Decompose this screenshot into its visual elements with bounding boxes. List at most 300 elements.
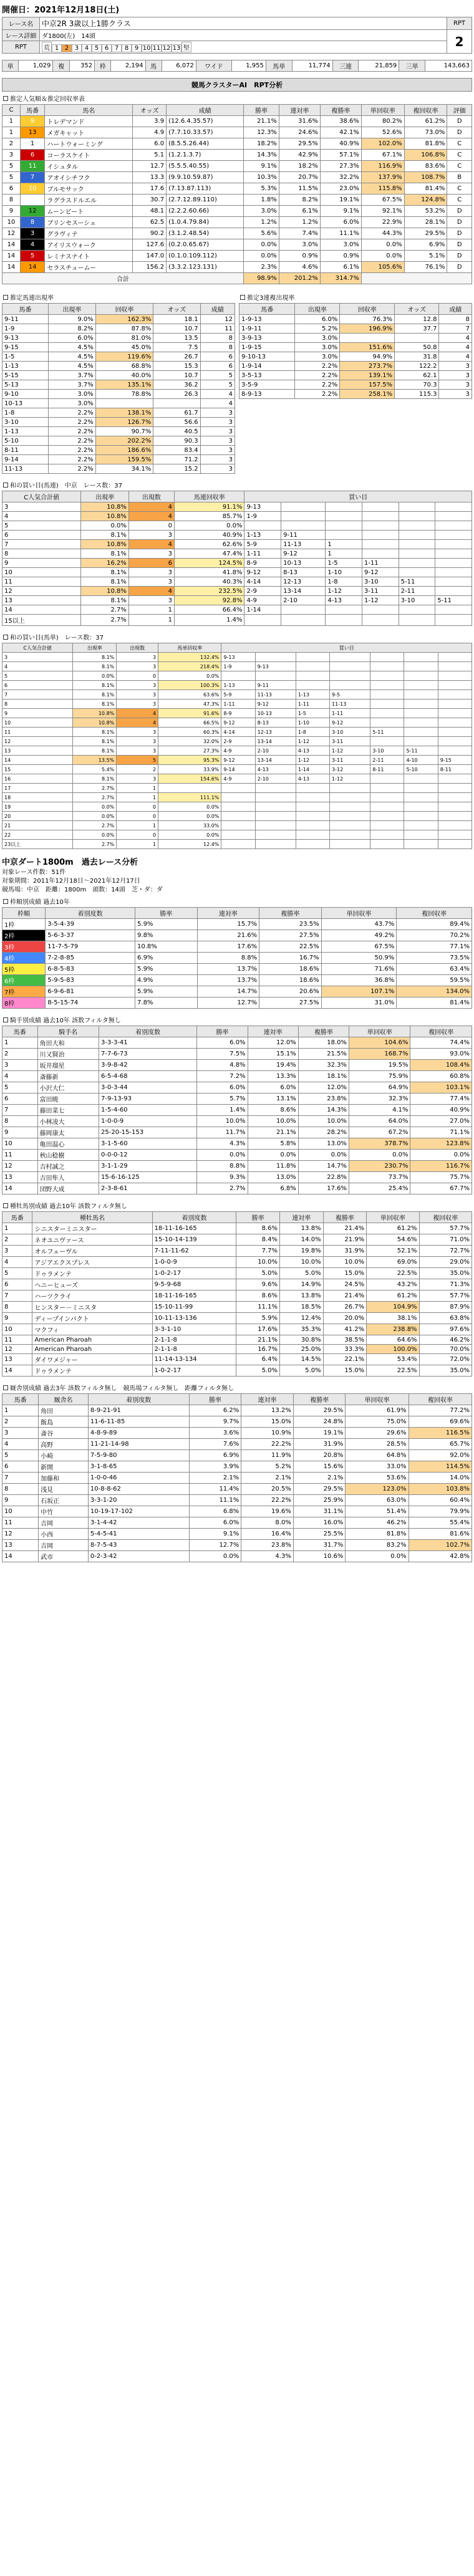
table-cell: 8 [2, 699, 73, 709]
table-cell: 21.1% [248, 1127, 298, 1138]
pick-empty [330, 830, 370, 840]
table-cell: 8-7-5-43 [88, 1540, 189, 1551]
table-row [2, 812, 472, 821]
pick-cell: 1-9 [244, 512, 281, 521]
payout-value: 1,029 [19, 60, 53, 72]
table-cell: 8.1% [73, 774, 117, 784]
table-cell: イシュタル [45, 161, 133, 172]
table-cell: 1.4% [197, 1105, 248, 1116]
table-cell: 9.0% [48, 315, 95, 324]
table-cell: 3-9-13 [239, 334, 295, 343]
table-cell: 3 [117, 699, 158, 709]
payout-type: 枠 [95, 60, 111, 72]
pick-empty [404, 830, 438, 840]
table-cell: 5.6% [244, 228, 279, 239]
table-cell: 8 [2, 1484, 39, 1495]
table-cell: 10.0% [236, 1257, 280, 1268]
table-cell: 1.8% [244, 195, 279, 206]
table-row [2, 690, 472, 699]
table-cell: 2 [2, 1234, 32, 1246]
table-cell: 75.9% [349, 1071, 410, 1082]
table-cell: 10.8% [73, 709, 117, 718]
table-cell: 103.8% [409, 1484, 472, 1495]
table-cell: 28.5% [346, 1439, 409, 1450]
table-row [2, 183, 472, 195]
trainer-section: 厩舎別成績 過去3年 該数フィルタ無し 競馬場フィルタ無し 距離フィルタ無し [10, 1385, 235, 1392]
table-cell: 5.2% [295, 324, 340, 334]
table-cell: 3 [200, 408, 235, 418]
pick-empty [370, 737, 404, 746]
table-cell: 10.8% [73, 718, 117, 728]
table-cell: 15以上 [2, 615, 81, 626]
table-row [239, 371, 472, 380]
table-cell: 22.5% [367, 1268, 419, 1279]
table-cell: 18.2% [279, 161, 320, 172]
table-row [2, 1082, 472, 1093]
payout-type: ワイド [196, 60, 231, 72]
table-cell: 3.0% [279, 239, 320, 251]
table-cell: 79.9% [409, 1506, 472, 1517]
table-cell: 小林凌大 [37, 1116, 99, 1127]
table-cell: 123.0% [346, 1484, 409, 1495]
pick-cell: 11-13 [255, 690, 296, 699]
table-row [2, 1093, 472, 1105]
pick-cell: 9-13 [221, 653, 255, 662]
pick-cell: 10-13 [255, 709, 296, 718]
table-row [2, 774, 472, 784]
table-cell: D [447, 206, 472, 217]
table-cell: 20.0% [323, 1313, 367, 1324]
table-cell: 186.6% [95, 446, 153, 455]
table-cell: 0.0% [174, 521, 244, 531]
pick-empty [221, 793, 255, 802]
table-row [2, 941, 472, 953]
table-cell: 15.6% [293, 1461, 346, 1473]
table-cell: 57.1% [320, 150, 361, 161]
pick-cell: 5-11 [404, 746, 438, 756]
table-cell: 5 [200, 380, 235, 390]
table-cell: 25.0% [279, 1345, 323, 1354]
table-cell: 15.1% [248, 1049, 298, 1060]
table-cell: D [447, 228, 472, 239]
table-cell: 8.1% [73, 699, 117, 709]
pick-empty [296, 802, 329, 812]
table-cell: C [447, 183, 472, 195]
pick-empty [435, 549, 472, 559]
table-cell: 11 [2, 1150, 38, 1161]
table-cell: レミナスナイト [45, 251, 133, 262]
table-cell: 13.7% [197, 975, 259, 986]
table-cell: 71.2 [153, 455, 200, 464]
table-cell: 3 [200, 455, 235, 464]
table-cell: オルフェーヴル [32, 1246, 152, 1257]
table-cell: 斎藤新 [37, 1071, 99, 1082]
payout-value: 6,072 [162, 60, 196, 72]
table-cell: 12 [2, 737, 73, 746]
table-row [2, 352, 235, 362]
column-header: 複回収率 [409, 1394, 472, 1405]
pick-empty [330, 681, 370, 690]
table-row [2, 840, 472, 849]
table-cell: 14.3% [244, 150, 279, 161]
pick-empty [438, 784, 472, 793]
pick-cell: 3-11 [330, 756, 370, 765]
table-cell: 258.1% [340, 390, 395, 399]
table-cell: 14 [2, 239, 21, 251]
table-cell: 2.1% [293, 1473, 346, 1484]
table-row [2, 239, 472, 251]
table-cell: 12.3% [244, 127, 279, 138]
table-cell: 14 [20, 262, 45, 273]
table-cell: 6.0% [197, 1037, 248, 1049]
table-cell: 中竹 [39, 1506, 89, 1517]
column-header: 馬単回収率 [158, 643, 221, 653]
column-header: 着別度数 [99, 1026, 197, 1037]
table-cell: 0.0% [410, 1150, 472, 1161]
pick-cell: 5-10 [404, 765, 438, 774]
table-cell: 藤岡康太 [37, 1127, 99, 1138]
pick-cell: 8-11 [370, 765, 404, 774]
table-cell: 67.5% [361, 195, 404, 206]
table-cell: 7.6% [189, 1439, 241, 1450]
table-row [2, 784, 472, 793]
table-row [2, 195, 472, 206]
table-header [2, 1212, 472, 1223]
table-cell: 127.6 [133, 239, 167, 251]
rank-cell: 6 [102, 44, 112, 52]
table-cell: 3 [117, 737, 158, 746]
table-cell: 61.2% [367, 1290, 419, 1302]
table-cell: 10 [2, 1324, 32, 1335]
table-cell: 2.7% [73, 840, 117, 849]
table-row [2, 1439, 472, 1450]
table-cell: 91.6% [158, 709, 221, 718]
table-cell: 3 [200, 427, 235, 436]
table-cell: 13.8% [279, 1223, 323, 1234]
table-cell: 1-5 [2, 352, 49, 362]
table-cell: 2.2% [48, 427, 95, 436]
table-cell: 2.2% [48, 446, 95, 455]
pick-empty [281, 521, 326, 531]
pick-cell: 9-12 [281, 549, 326, 559]
course-meta [2, 868, 472, 895]
table-cell: 10 [2, 1506, 39, 1517]
pick-empty [330, 662, 370, 671]
pick-empty [370, 690, 404, 699]
table-cell: 6 [2, 183, 21, 195]
table-row [2, 615, 472, 626]
table-cell: 1 [117, 793, 158, 802]
table-cell: 40.9% [320, 138, 361, 150]
table-cell: 3-1-8-65 [88, 1461, 189, 1473]
table-cell: 8-11 [2, 446, 49, 455]
table-cell: 13.7% [197, 964, 259, 975]
table-cell: American Pharoah [32, 1345, 152, 1354]
pick-cell: 5-9 [244, 540, 281, 549]
rank-cell: 5 [92, 44, 102, 52]
column-header: 出現率 [81, 491, 129, 502]
table-cell: 14.0% [279, 1234, 323, 1246]
pick-cell: 3-10 [399, 596, 435, 605]
pick-empty [362, 540, 399, 549]
square-icon [3, 1203, 8, 1208]
table-row [2, 802, 472, 812]
column-header: 馬名 [45, 105, 133, 116]
table-row [2, 605, 472, 615]
pick-empty [438, 690, 472, 699]
course-count: 対象レース件数：51件 [2, 869, 66, 876]
table-cell: 4-8-9-89 [88, 1428, 189, 1439]
column-header: 複勝率 [323, 1212, 367, 1223]
table-cell [340, 334, 395, 343]
table-cell: 1-0-0-46 [88, 1473, 189, 1484]
table-cell: 6.0% [197, 1082, 248, 1093]
pick-empty [404, 709, 438, 718]
table-cell: 2.2% [48, 455, 95, 464]
table-row [2, 315, 235, 324]
table-cell: (7.7.10.33.57) [167, 127, 244, 138]
table-cell: 10 [2, 217, 21, 228]
table-header [2, 1394, 472, 1405]
table-cell: 31.9% [293, 1439, 346, 1450]
table-row [2, 1257, 472, 1268]
table-cell: 63.0% [346, 1495, 409, 1506]
table-cell: 50.8 [395, 343, 439, 352]
table-cell: 3 [128, 596, 174, 605]
pick-cell: 1-13 [296, 690, 329, 699]
pick-empty [435, 568, 472, 577]
table-cell: 6 [2, 1093, 38, 1105]
table-cell: 94.9% [340, 352, 395, 362]
pick-cell: 9-12 [255, 699, 296, 709]
pick-cell: 1-11 [296, 699, 329, 709]
table-cell: 87.9% [419, 1302, 472, 1313]
column-header: 評価 [447, 105, 472, 116]
table-cell: 151.6% [340, 343, 395, 352]
pick-cell: 4-13 [296, 774, 329, 784]
pick-cell: 9-12 [221, 718, 255, 728]
table-cell: 8.6% [236, 1290, 280, 1302]
pick-empty [438, 746, 472, 756]
square-icon [3, 1017, 8, 1022]
table-row [2, 1161, 472, 1172]
table-cell: 11.4% [189, 1484, 241, 1495]
table-row [2, 1183, 472, 1194]
table-cell: 14.5% [279, 1354, 323, 1365]
table-cell: 2.7% [81, 615, 129, 626]
pick-empty [404, 784, 438, 793]
table-cell [395, 334, 439, 343]
table-cell: 77.2% [409, 1405, 472, 1416]
table-cell: 1 [128, 605, 174, 615]
table-cell: 9.3% [197, 1172, 248, 1183]
pick-cell: 3-10 [370, 746, 404, 756]
pick-empty [404, 774, 438, 784]
table-cell: 12.8 [395, 315, 439, 324]
pick-cell: 1-13 [244, 531, 281, 540]
table-cell: 138.1% [95, 408, 153, 418]
table-cell: 108.4% [410, 1060, 472, 1071]
table-cell: 3 [117, 681, 158, 690]
pick-cell: 1-8 [326, 577, 362, 587]
sire-table [2, 1211, 472, 1377]
table-cell: 11.1% [189, 1495, 241, 1506]
event-date: 開催日：2021年12月18日(土) [2, 6, 120, 15]
table-cell: 81.0% [95, 334, 153, 343]
table-cell: 0.0% [73, 802, 117, 812]
table-cell: 8 [2, 1116, 38, 1127]
table-row [2, 728, 472, 737]
table-cell: 15.0% [241, 1416, 294, 1428]
table-row [2, 671, 472, 681]
pick-cell: 4-9 [244, 596, 281, 605]
table-cell: 2.2% [48, 418, 95, 427]
table-cell: 6.1% [320, 262, 361, 273]
table-cell: 31.0% [321, 997, 397, 1009]
table-row [2, 830, 472, 840]
table-row [2, 577, 472, 587]
table-cell: 6.0% [295, 315, 340, 324]
table-cell: 5.0% [279, 1365, 323, 1377]
table-cell: 6-9-6-81 [46, 986, 135, 997]
table-cell: 2.7% [197, 1183, 248, 1194]
table-cell: 0.0% [361, 251, 404, 262]
table-row [2, 1223, 472, 1234]
table-cell: 10 [20, 183, 45, 195]
pick-empty [330, 812, 370, 821]
payout-type: 三単 [399, 60, 425, 72]
pick-empty [330, 840, 370, 849]
pick-cell: 2-9 [244, 587, 281, 596]
table-cell: 0 [128, 521, 174, 531]
table-cell: 5-4-5-41 [88, 1529, 189, 1540]
table-cell: 10-13 [2, 399, 49, 408]
table-cell: 0-0-0-12 [99, 1150, 197, 1161]
table-cell: C [447, 195, 472, 206]
table-cell: 35.0% [419, 1268, 472, 1279]
table-cell: 100.0% [367, 1345, 419, 1354]
table-cell: 14.9% [279, 1279, 323, 1290]
table-cell: 83.6% [404, 161, 447, 172]
table-cell: 50.9% [321, 953, 397, 964]
table-cell: 12.4% [279, 1313, 323, 1324]
table-cell: 28.2% [298, 1127, 349, 1138]
pick-empty [399, 559, 435, 568]
column-header: C人気合計値 [2, 643, 73, 653]
table-cell: 4.8% [197, 1060, 248, 1071]
table-row [2, 1416, 472, 1428]
table-cell: 25.5% [293, 1529, 346, 1540]
table-cell: 10.0% [298, 1116, 349, 1127]
pick-empty [399, 540, 435, 549]
column-header: 馬番 [2, 1212, 32, 1223]
table-cell: 3.6% [189, 1428, 241, 1439]
pick-empty [438, 821, 472, 830]
table-cell: 11-6-11-85 [88, 1416, 189, 1428]
table-cell: 70.0% [419, 1345, 472, 1354]
table-cell: 14 [2, 251, 21, 262]
table-cell: 15.2 [153, 464, 200, 474]
rpt-label: RPT [2, 41, 40, 54]
payout-value: 143,663 [425, 60, 472, 72]
pick-empty [404, 812, 438, 821]
table-cell: 124.5% [174, 559, 244, 568]
table-cell: 16.0% [293, 1517, 346, 1529]
pick-empty [438, 802, 472, 812]
table-cell: 2 [117, 765, 158, 774]
table-cell: 8.1% [81, 577, 129, 587]
table-cell: ドゥラメンテ [32, 1365, 152, 1377]
trainer-stats [2, 1383, 472, 1562]
table-cell: 17 [2, 784, 73, 793]
table-cell: 104.6% [349, 1037, 410, 1049]
pick-empty [370, 821, 404, 830]
table-row [2, 1268, 472, 1279]
table-cell: 4 [2, 512, 81, 521]
pick-empty [296, 784, 329, 793]
table-cell: 35.3% [279, 1324, 323, 1335]
table-cell: 2-1-1-8 [152, 1345, 236, 1354]
table-cell: 23.8% [298, 1093, 349, 1105]
table-cell: 43.2% [367, 1279, 419, 1290]
table-cell: 27.0% [410, 1116, 472, 1127]
column-header: 種牡馬名 [32, 1212, 152, 1223]
table-cell: 14 [2, 605, 81, 615]
table-cell: 11 [2, 577, 81, 587]
pick-empty [435, 615, 472, 626]
table-cell: 92.8% [174, 596, 244, 605]
table-cell: 42.1% [320, 127, 361, 138]
table-cell: 4 [128, 540, 174, 549]
table-cell: 47.4% [174, 549, 244, 559]
table-cell: 3.0% [295, 343, 340, 352]
pick-empty [362, 549, 399, 559]
pick-empty [404, 690, 438, 699]
table-row [2, 549, 472, 559]
table-cell: 95.3% [158, 756, 221, 765]
rank-cell: 13 [172, 45, 181, 52]
table-cell: 吉村誠之 [37, 1161, 99, 1172]
pick-empty [438, 709, 472, 718]
pick-cell: 5-9 [221, 690, 255, 699]
table-cell: 29.5% [293, 1405, 346, 1416]
table-cell: 2.2% [48, 464, 95, 474]
pick-empty [370, 709, 404, 718]
table-cell: 斎谷 [39, 1428, 89, 1439]
table-cell: 77.1% [397, 941, 472, 953]
table-cell: 5.2% [241, 1461, 294, 1473]
rank-cell: 2 [62, 44, 72, 52]
table-cell: 7.5 [153, 343, 200, 352]
table-cell: 1枠 [2, 919, 46, 930]
table-cell: 63.8% [419, 1313, 472, 1324]
table-cell: 8.8% [197, 1161, 248, 1172]
table-cell: 4.3% [241, 1551, 294, 1562]
table-row [2, 737, 472, 746]
table-cell: 15-6-16-125 [99, 1172, 197, 1183]
pick-empty [399, 512, 435, 521]
table-cell: セラスチュームー [45, 262, 133, 273]
pick-empty [370, 681, 404, 690]
table-cell: 13.0% [248, 1172, 298, 1183]
table-cell: 46.2% [419, 1335, 472, 1345]
table-row [2, 371, 235, 380]
pick-cell: 1 [326, 549, 362, 559]
table-cell: 7.7% [236, 1246, 280, 1257]
table-cell: 4.9% [135, 975, 198, 986]
table-cell: 9 [2, 709, 73, 718]
table-header [2, 105, 472, 116]
